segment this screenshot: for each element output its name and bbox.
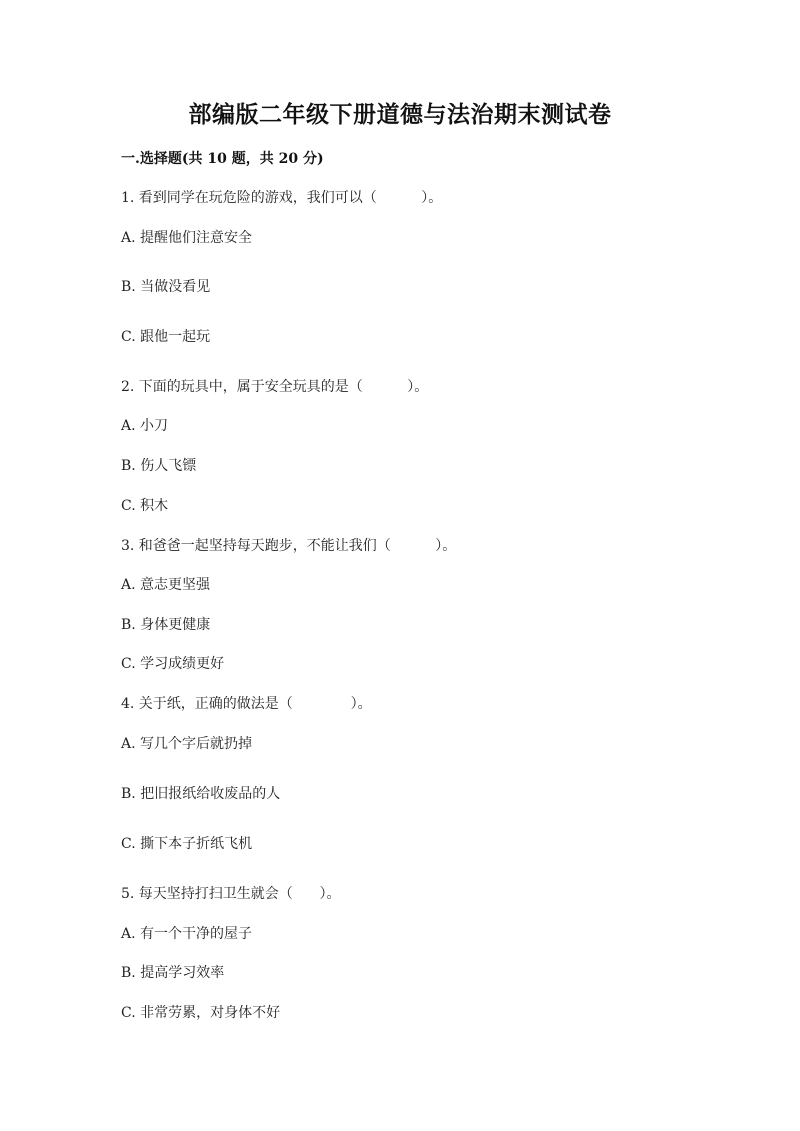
option-b: B. 身体更健康: [121, 617, 211, 633]
option-a: A. 小刀: [121, 418, 169, 434]
question-stem: 1. 看到同学在玩危险的游戏，我们可以（ ）。: [121, 190, 443, 206]
option-b: B. 当做没看见: [121, 279, 211, 295]
option-c: C. 跟他一起玩: [121, 329, 211, 345]
option-a: A. 意志更坚强: [121, 577, 211, 593]
page-title: 部编版二年级下册道德与法治期末测试卷: [188, 101, 612, 128]
question-stem: 2. 下面的玩具中，属于安全玩具的是（ ）。: [121, 379, 429, 395]
option-c: C. 积木: [121, 498, 169, 514]
option-b: B. 伤人飞镖: [121, 458, 197, 474]
question-stem: 5. 每天坚持打扫卫生就会（ ）。: [121, 886, 341, 902]
option-b: B. 提高学习效率: [121, 965, 225, 981]
option-a: A. 提醒他们注意安全: [121, 230, 253, 246]
option-b: B. 把旧报纸给收废品的人: [121, 786, 281, 802]
question-stem: 4. 关于纸，正确的做法是（ ）。: [121, 696, 372, 712]
option-c: C. 非常劳累，对身体不好: [121, 1005, 281, 1021]
section-heading: 一.选择题(共 10 题，共 20 分): [121, 151, 324, 167]
option-c: C. 学习成绩更好: [121, 656, 225, 672]
option-a: A. 写几个字后就扔掉: [121, 736, 253, 752]
question-stem: 3. 和爸爸一起坚持每天跑步，不能让我们（ ）。: [121, 538, 457, 554]
option-c: C. 撕下本子折纸飞机: [121, 836, 253, 852]
option-a: A. 有一个干净的屋子: [121, 926, 253, 942]
